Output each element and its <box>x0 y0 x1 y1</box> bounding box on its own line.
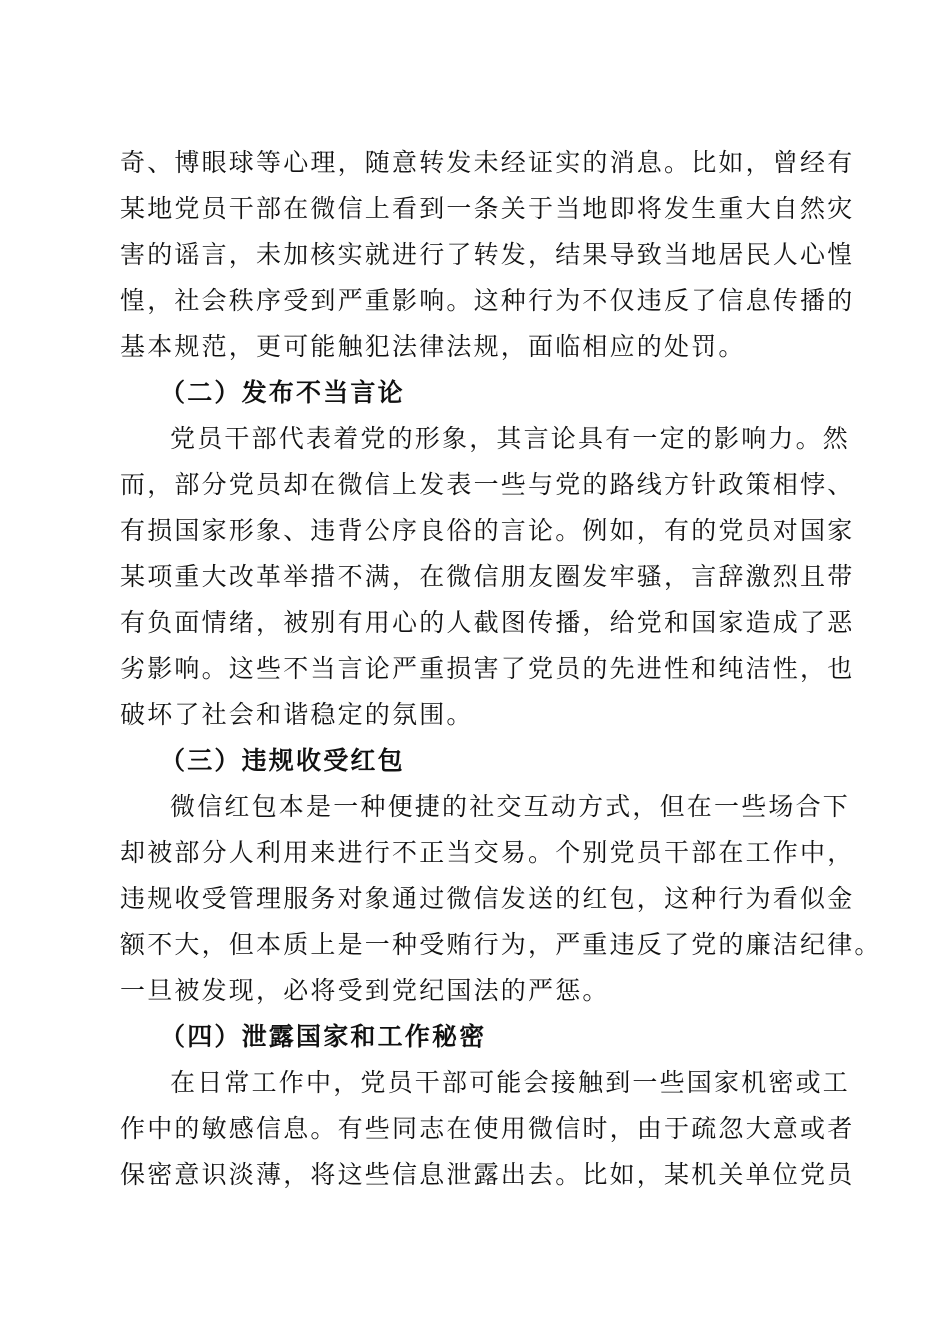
paragraph-line: 在日常工作中，党员干部可能会接触到一些国家机密或工 <box>170 1068 851 1097</box>
paragraph-line: 微信红包本是一种便捷的社交互动方式，但在一些场合下 <box>170 792 851 821</box>
paragraph-line: 额不大，但本质上是一种受贿行为，严重违反了党的廉洁纪律。 <box>120 930 882 959</box>
paragraph-line: 党员干部代表着党的形象，其言论具有一定的影响力。然 <box>170 424 851 453</box>
paragraph-line: 害的谣言，未加核实就进行了转发，结果导致当地居民人心惶 <box>120 240 855 269</box>
paragraph-line: 某项重大改革举措不满，在微信朋友圈发牢骚，言辞激烈且带 <box>120 562 855 591</box>
section-heading: （二）发布不当言论 <box>160 378 405 407</box>
paragraph-line: 有负面情绪，被别有用心的人截图传播，给党和国家造成了恶 <box>120 608 855 637</box>
paragraph-line: 破坏了社会和谐稳定的氛围。 <box>120 700 474 729</box>
paragraph-line: 奇、博眼球等心理，随意转发未经证实的消息。比如，曾经有 <box>120 148 855 177</box>
paragraph-line: 基本规范，更可能触犯法律法规，面临相应的处罚。 <box>120 332 746 361</box>
paragraph-line: 违规收受管理服务对象通过微信发送的红包，这种行为看似金 <box>120 884 855 913</box>
paragraph-line: 有损国家形象、违背公序良俗的言论。例如，有的党员对国家 <box>120 516 855 545</box>
paragraph-line: 而，部分党员却在微信上发表一些与党的路线方针政策相悖、 <box>120 470 855 499</box>
paragraph-line: 作中的敏感信息。有些同志在使用微信时，由于疏忽大意或者 <box>120 1114 855 1143</box>
paragraph-line: 一旦被发现，必将受到党纪国法的严惩。 <box>120 976 610 1005</box>
paragraph-line: 保密意识淡薄，将这些信息泄露出去。比如，某机关单位党员 <box>120 1160 855 1189</box>
paragraph-line: 却被部分人利用来进行不正当交易。个别党员干部在工作中， <box>120 838 855 867</box>
paragraph-line: 某地党员干部在微信上看到一条关于当地即将发生重大自然灾 <box>120 194 855 223</box>
document-body <box>120 140 882 1198</box>
paragraph-line: 劣影响。这些不当言论严重损害了党员的先进性和纯洁性，也 <box>120 654 855 683</box>
paragraph-line: 惶，社会秩序受到严重影响。这种行为不仅违反了信息传播的 <box>120 286 855 315</box>
section-heading: （四）泄露国家和工作秘密 <box>160 1022 487 1051</box>
section-heading: （三）违规收受红包 <box>160 746 405 775</box>
